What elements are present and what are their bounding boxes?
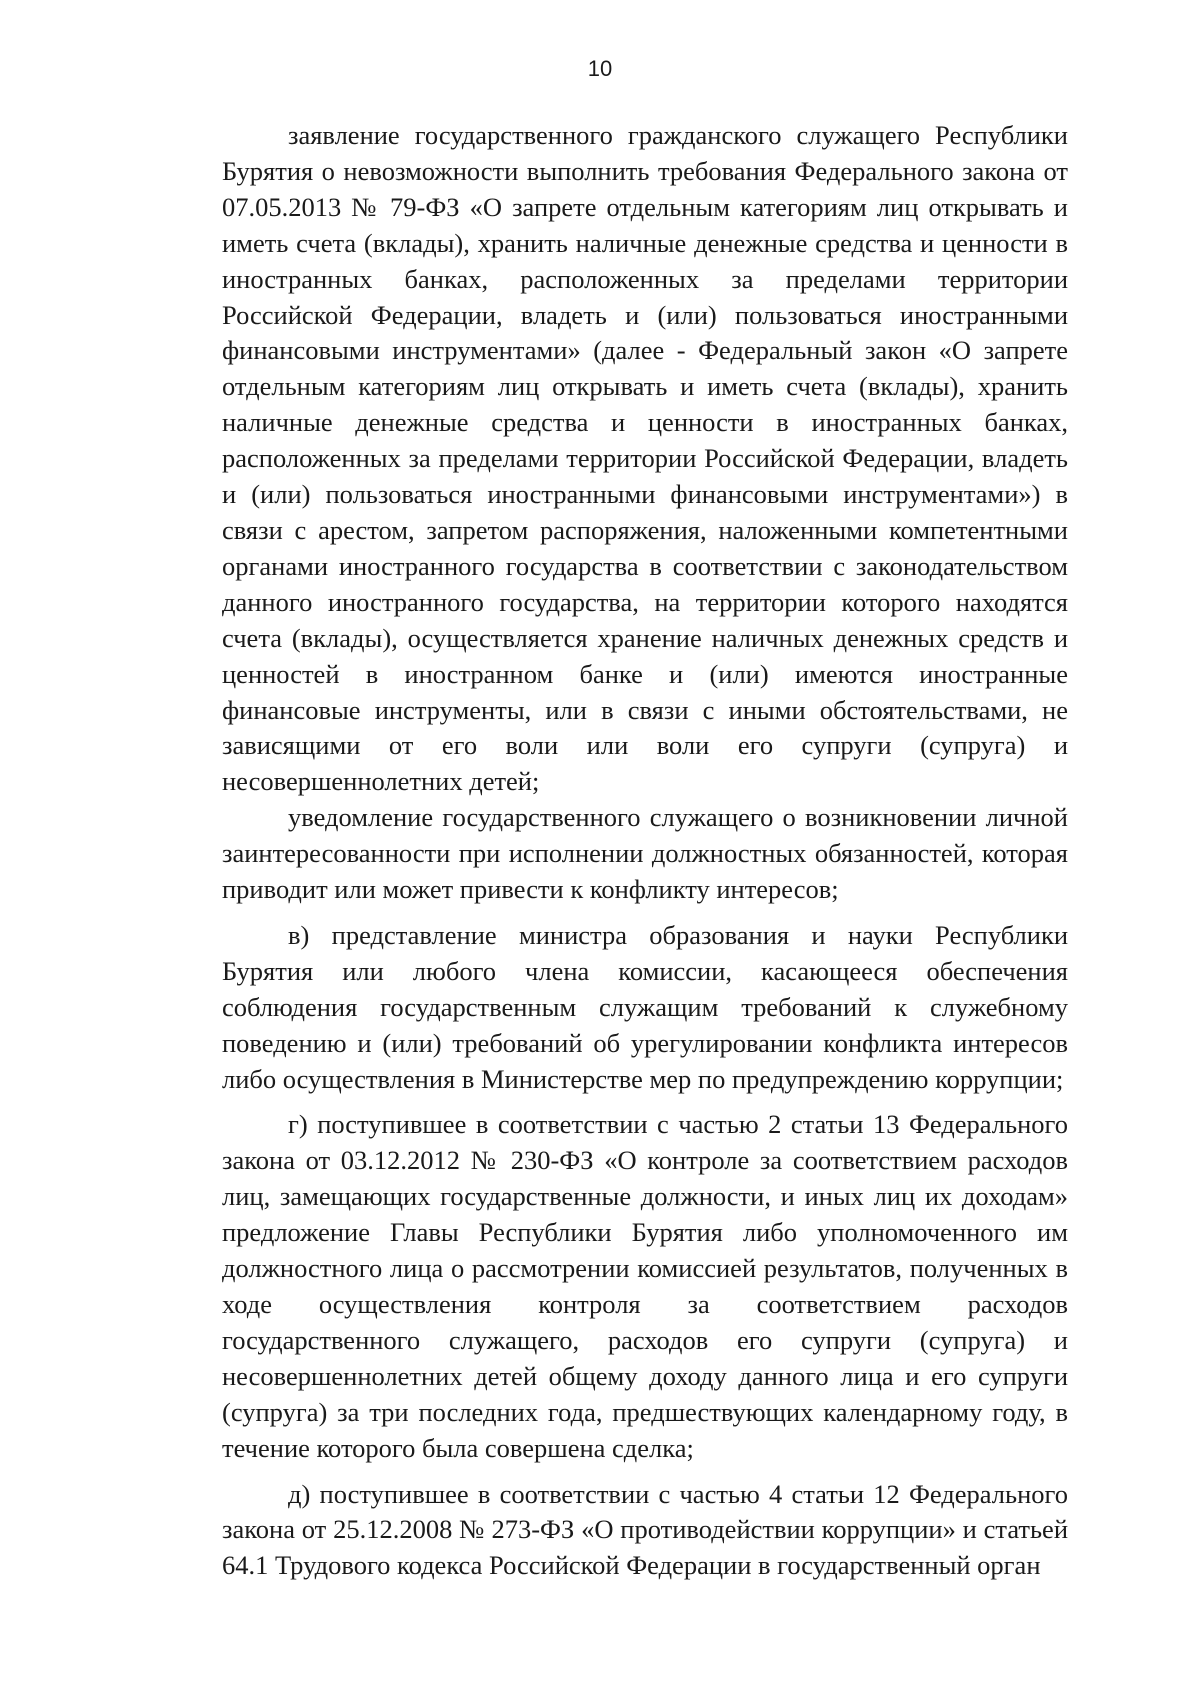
paragraph-item-v: в) представление министра образования и науки Республики Бурятия или любого члена комиссии, касающееся обеспечения соблюдения государственным служащим требований к служебному поведению и (или) требований об урегулировании конфликта интересов либо осуществления в Министерстве мер по предупреждению коррупции; bbox=[222, 919, 1068, 1094]
document-body bbox=[222, 118, 1068, 1584]
paragraph-notice-personal-interest: уведомление государственного служащего о возникновении личной заинтересованности при исполнении должностных обязанностей, которая приводит или может привести к конфликту интересов; bbox=[222, 802, 1068, 905]
page-number: 10 bbox=[587, 56, 613, 81]
paragraph-item-g: г) поступившее в соответствии с частью 2 статьи 13 Федерального закона от 03.12.2012 № 230-ФЗ «О контроле за соответствием расходов лиц, замещающих государственные должности, и иных лиц их доходам» предложение Главы Республики Бурятия либо уполномоченного им должностного лица о рассмотрении комиссией результатов, полученных в ходе осуществления контроля за соответствием расходов государственного служащего, расходов его супруги (супруга) и несовершеннолетних детей общему доходу данного лица и его супруги (супруга) за три последних года, предшествующих календарному году, в течение которого была совершена сделка; bbox=[222, 1109, 1068, 1463]
paragraph-item-d: д) поступившее в соответствии с частью 4 статьи 12 Федерального закона от 25.12.2008 № 273-ФЗ «О противодействии коррупции» и статьей 64.1 Трудового кодекса Российской Федерации в государственный орган bbox=[222, 1478, 1068, 1581]
paragraph-statement-foreign-accounts: заявление государственного гражданского служащего Республики Бурятия о невозможности выполнить требования Федерального закона от 07.05.2013 № 79-ФЗ «О запрете отдельным категориям лиц открывать и иметь счета (вклады), хранить наличные денежные средства и ценности в иностранных банках, расположенных за пределами территории Российской Федерации, владеть и (или) пользоваться иностранными финансовыми инструментами» (далее - Федеральный закон «О запрете отдельным категориям лиц открывать и иметь счета (вклады), хранить наличные денежные средства и ценности в иностранных банках, расположенных за пределами территории Российской Федерации, владеть и (или) пользоваться иностранными финансовыми инструментами») в связи с арестом, запретом распоряжения, наложенными компетентными органами иностранного государства в соответствии с законодательством данного иностранного государства, на территории которого находятся счета (вклады), осуществляется хранение наличных денежных средств и ценностей в иностранном банке и (или) имеются иностранные финансовые инструменты, или в связи с иными обстоятельствами, не зависящими от его воли или воли его супруги (супруга) и несовершеннолетних детей; bbox=[222, 120, 1068, 797]
